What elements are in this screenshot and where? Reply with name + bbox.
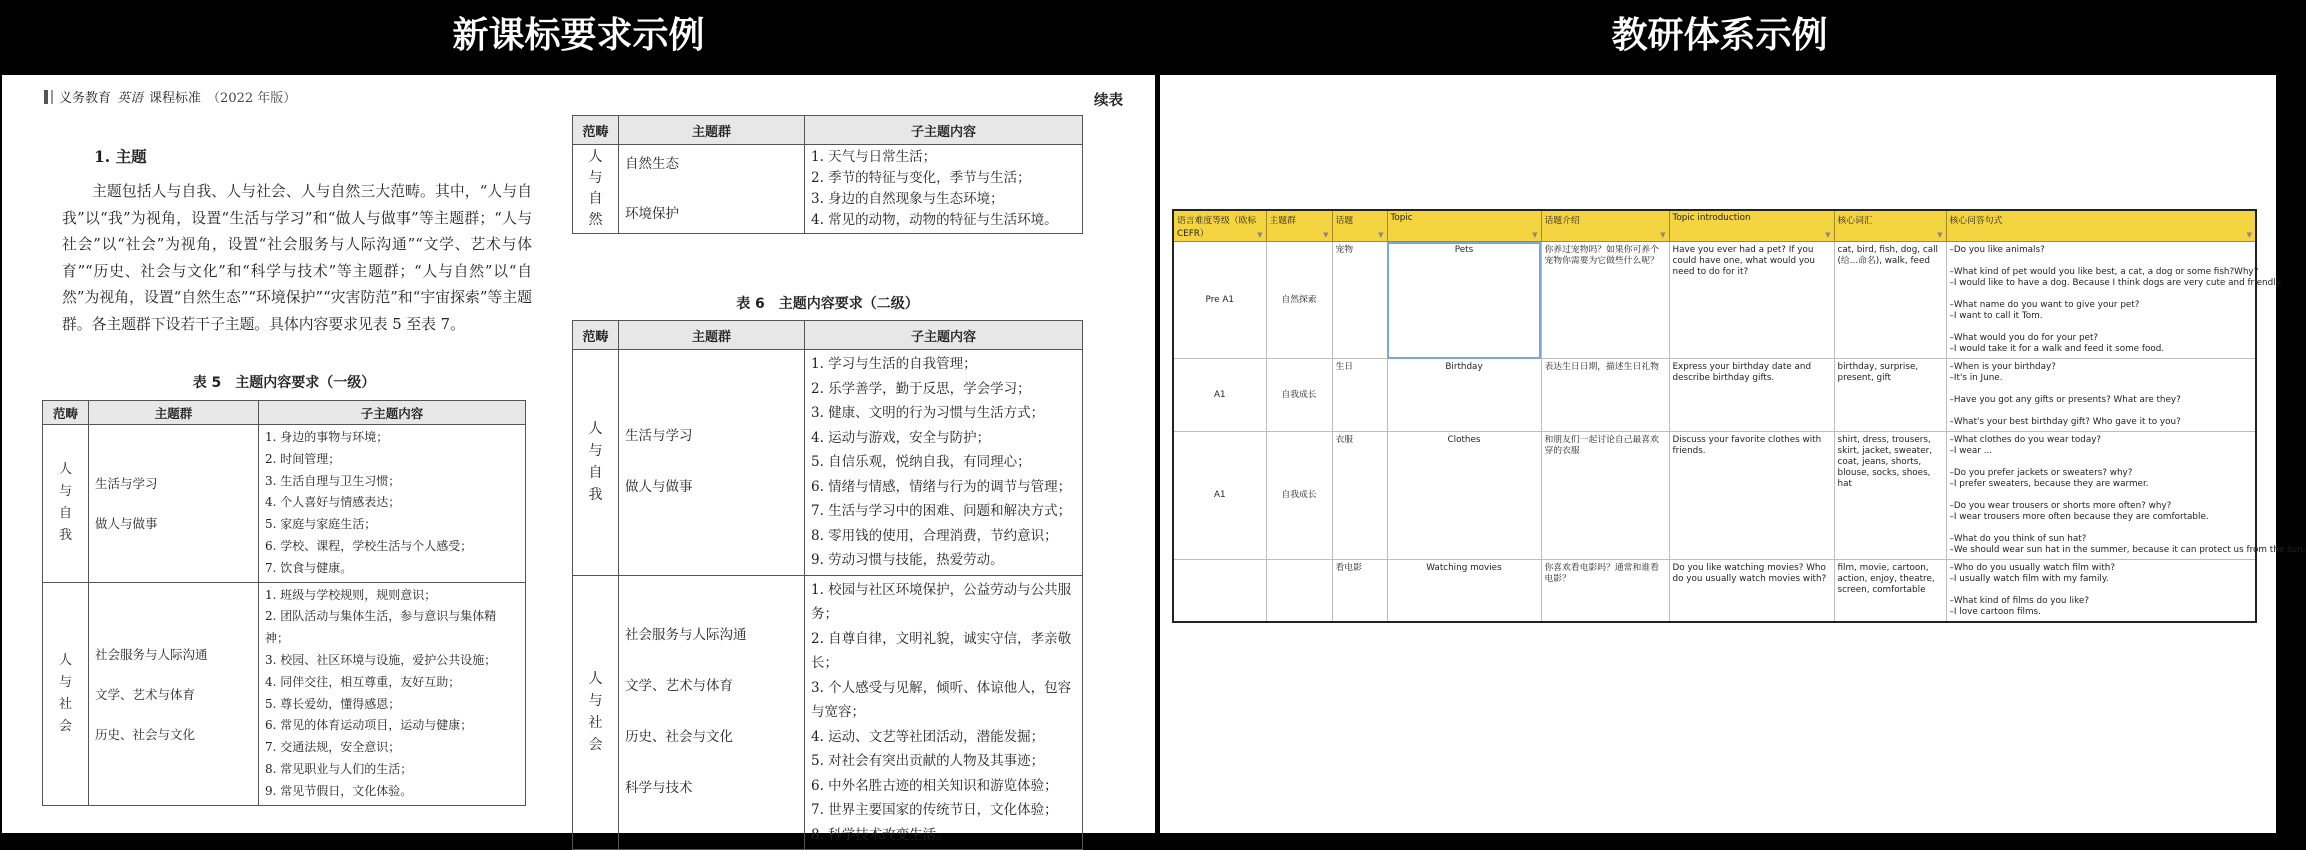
category-char: 人	[588, 149, 603, 165]
qa-line: –When is your birthday?	[1949, 362, 2056, 372]
core-qa-cell[interactable]	[1946, 359, 2256, 432]
qa-line	[1950, 523, 2253, 534]
header-intro-cn[interactable]	[1541, 210, 1669, 242]
header-name: 课程标准	[149, 91, 202, 106]
theme-group-cell[interactable]: 自我成长	[1266, 359, 1332, 432]
table-row	[43, 425, 526, 583]
category-cell	[43, 425, 89, 583]
qa-line	[1950, 406, 2253, 417]
qa-line: –I would take it for a walk and feed it some food.	[1949, 344, 2165, 354]
header-group: 主题群	[89, 401, 259, 425]
subtopic-item: 3. 健康、文明的行为习惯与生活方式；	[811, 405, 1045, 421]
subtopic-item: 5. 尊长爱幼，懂得感恩；	[265, 696, 401, 711]
intro-cn-cell[interactable]: 你喜欢看电影吗？通常和谁看电影？	[1541, 560, 1669, 623]
sheet-header-row	[1173, 210, 2256, 242]
core-vocab-cell[interactable]: cat, bird, fish, dog, call (给...命名), walk, feed	[1834, 242, 1946, 359]
header-bar-icon	[44, 90, 53, 104]
category-char: 人	[588, 671, 603, 688]
subtopic-item: 9. 劳动习惯与技能，热爱劳动。	[811, 552, 1004, 568]
subtopic-item: 4. 常见的动物，动物的特征与生活环境。	[811, 212, 1058, 228]
subtopic-item: 4. 运动与游戏，安全与防护；	[811, 429, 991, 446]
header-subtopic: 子主题内容	[805, 321, 1083, 350]
cefr-level-cell[interactable]: Pre A1	[1173, 242, 1266, 359]
group-name: 生活与学习	[625, 428, 693, 445]
table-header-row	[43, 401, 526, 425]
subtopic-item: 9. 常见节假日，文化体验。	[265, 783, 413, 798]
qa-line: –It's in June.	[1949, 373, 2003, 383]
subtopic-item: 1. 身边的事物与环境；	[265, 430, 389, 444]
group-cell	[89, 582, 259, 805]
qa-line: –Do you prefer jackets or sweaters? why?	[1949, 468, 2133, 478]
qa-line: –Have you got any gifts or presents? What are they?	[1949, 395, 2181, 405]
category-cell	[573, 575, 619, 850]
column-label: 核心词汇	[1837, 216, 1873, 226]
table-row	[43, 582, 526, 805]
subtopic-item: 7. 饮食与健康。	[265, 560, 353, 575]
topic-intro-cell[interactable]: Do you like watching movies? Who do you usually watch movies with?	[1669, 560, 1834, 623]
group-name: 做人与做事	[625, 479, 693, 496]
subtopic-item: 3. 校园、社区环境与设施，爱护公共设施；	[265, 652, 497, 667]
header-topic-intro[interactable]	[1669, 210, 1834, 242]
column-label: 话题	[1335, 216, 1354, 226]
header-group: 主题群	[619, 321, 805, 350]
topic-intro-cell[interactable]: Discuss your favorite clothes with friends.	[1669, 432, 1834, 560]
subtopic-item: 2. 乐学善学，勤于反思，学会学习；	[811, 380, 1031, 397]
category-char: 与	[58, 674, 72, 690]
left-panel-title: 新课标要求示例	[452, 15, 705, 56]
topic-cn-cell[interactable]: 看电影	[1332, 560, 1387, 623]
sheet-row[interactable]	[1173, 359, 2256, 432]
header-topic[interactable]	[1387, 210, 1541, 242]
header-core-qa[interactable]	[1946, 210, 2256, 242]
group-name: 社会服务与人际沟通	[95, 646, 208, 662]
category-char: 然	[588, 212, 603, 228]
intro-cn-cell[interactable]: 表达生日日期，描述生日礼物	[1541, 359, 1669, 432]
qa-line: –Do you like animals?	[1949, 245, 2045, 255]
category-vertical-text	[589, 668, 603, 756]
subtopic-item: 2. 时间管理；	[265, 451, 341, 466]
category-cell	[573, 145, 619, 234]
table6-caption: 表 6 主题内容要求（二级）	[736, 296, 919, 312]
filter-dropdown-icon[interactable]: ▼	[1937, 231, 1943, 239]
category-char: 会	[588, 737, 603, 754]
category-char: 与	[588, 170, 603, 186]
theme-group-cell[interactable]	[1266, 560, 1332, 623]
filter-dropdown-icon[interactable]: ▼	[1257, 231, 1263, 239]
category-cell	[43, 582, 89, 805]
topic-cn-cell[interactable]: 生日	[1332, 359, 1387, 432]
theme-group-cell[interactable]: 自然探索	[1266, 242, 1332, 359]
group-name: 文学、艺术与体育	[95, 686, 196, 702]
column-label: Topic introduction	[1672, 213, 1751, 223]
header-theme-group[interactable]	[1266, 210, 1332, 242]
filter-dropdown-icon[interactable]: ▼	[1532, 231, 1538, 239]
subtopic-item: 3. 身边的自然现象与生态环境；	[811, 191, 1004, 207]
qa-line: –Do you wear trousers or shorts more often? why?	[1949, 501, 2172, 511]
qa-line	[1950, 457, 2253, 468]
category-char: 我	[588, 487, 603, 504]
group-cell	[619, 350, 805, 576]
subtopic-item: 2. 团队活动与集体生活，参与意识与集体精神；	[265, 609, 497, 646]
column-label: 话题介绍	[1544, 216, 1580, 226]
header-category: 范畴	[43, 401, 89, 425]
subtopic-item: 1. 学习与生活的自我管理；	[811, 356, 977, 372]
table5	[42, 400, 526, 806]
qa-line: –I love cartoon films.	[1949, 607, 2041, 617]
group-name: 历史、社会与文化	[625, 729, 733, 746]
subtopic-item: 6. 常见的体育运动项目，运动与健康；	[265, 718, 473, 733]
topic-cell[interactable]: Clothes	[1387, 432, 1541, 560]
qa-line	[1950, 490, 2253, 501]
subtopic-item: 1. 班级与学校规则，规则意识；	[265, 587, 437, 602]
table-header-row	[573, 321, 1083, 350]
qa-line: –I prefer sweaters, because they are warmer.	[1949, 479, 2149, 489]
topic-intro-cell[interactable]: Express your birthday date and describe birthday gifts.	[1669, 359, 1834, 432]
intro-cn-cell[interactable]: 你养过宠物吗？如果你可养个宠物你需要为它做些什么呢？	[1541, 242, 1669, 359]
subtopic-item: 3. 个人感受与见解，倾听、体谅他人，包容与宽容；	[811, 679, 1072, 720]
header-group: 主题群	[619, 116, 805, 145]
header-subtopic: 子主题内容	[805, 116, 1083, 145]
filter-dropdown-icon[interactable]: ▼	[1660, 231, 1666, 239]
category-char: 社	[58, 696, 72, 712]
qa-line: –I wear trousers more often because they are comfortable.	[1949, 512, 2209, 522]
subtopic-item: 1. 天气与日常生活；	[811, 149, 937, 165]
group-cell	[89, 425, 259, 583]
subtopic-item: 4. 个人喜好与情感表达；	[265, 495, 401, 510]
group-cell	[619, 575, 805, 850]
filter-dropdown-icon[interactable]: ▼	[2246, 231, 2252, 239]
header-edition: （2022 年版）	[207, 91, 297, 106]
qa-line: –What's your best birthday gift? Who gave it to you?	[1949, 417, 2181, 427]
group-name: 自然生态	[625, 156, 679, 172]
qa-line: –What kind of pet would you like best, a cat, a dog or some fish?Why?	[1949, 267, 2259, 277]
theme-group-cell[interactable]: 自我成长	[1266, 432, 1332, 560]
sheet-row[interactable]	[1173, 560, 2256, 623]
subtopic-cell	[805, 575, 1083, 850]
right-panel-title: 教研体系示例	[1611, 15, 1828, 56]
qa-line	[1950, 384, 2253, 395]
category-vertical-text	[59, 650, 72, 738]
core-qa-cell[interactable]	[1946, 432, 2306, 560]
qa-line	[1950, 585, 2253, 596]
category-char: 人	[588, 421, 603, 438]
subtopic-cell	[805, 145, 1083, 234]
qa-line: –What do you think of sun hat?	[1949, 534, 2087, 544]
curriculum-sheet-panel	[1160, 75, 2306, 833]
category-vertical-text	[589, 147, 603, 231]
qa-line: –I wear ...	[1949, 446, 1993, 456]
core-vocab-cell[interactable]: shirt, dress, trousers, skirt, jacket, sweater, coat, jeans, shorts, blouse, socks, shoes, hat	[1834, 432, 1946, 560]
category-char: 社	[588, 715, 603, 732]
group-cell	[619, 145, 805, 234]
topic-intro-cell[interactable]: Have you ever had a pet? If you could have one, what would you need to do for it?	[1669, 242, 1834, 359]
qa-line: –I usually watch film with my family.	[1949, 574, 2109, 584]
header-subject: 英语	[117, 91, 144, 106]
category-vertical-text	[59, 459, 72, 547]
column-label: 语言难度等级（欧标CEFR）	[1177, 216, 1257, 239]
subtopic-item: 6. 学校、课程，学校生活与个人感受；	[265, 538, 473, 553]
category-char: 自	[588, 465, 603, 482]
topic-cell[interactable]: Birthday	[1387, 359, 1541, 432]
category-char: 自	[588, 191, 603, 207]
core-qa-cell[interactable]	[1946, 242, 2283, 359]
table-header-row	[573, 116, 1083, 145]
subtopic-item: 3. 生活自理与卫生习惯；	[265, 473, 401, 488]
section-heading: 1. 主题	[94, 147, 147, 166]
subtopic-item: 8. 科学技术改变生活。	[811, 826, 950, 843]
subtopic-item: 4. 同伴交往，相互尊重，友好互助；	[265, 674, 461, 689]
topic-cell[interactable]: Pets	[1387, 242, 1541, 359]
table-row	[573, 350, 1083, 576]
subtopic-item: 6. 中外名胜古迹的相关知识和游览体验；	[811, 777, 1058, 794]
topic-cell[interactable]: Watching movies	[1387, 560, 1541, 623]
subtopic-cell	[805, 350, 1083, 576]
header-subtopic: 子主题内容	[259, 401, 526, 425]
group-name: 社会服务与人际沟通	[625, 627, 747, 644]
subtopic-item: 7. 生活与学习中的困难、问题和解决方式；	[811, 503, 1072, 519]
category-char: 我	[58, 528, 72, 544]
header-topic-cn[interactable]	[1332, 210, 1387, 242]
header-category: 范畴	[573, 321, 619, 350]
qa-line: –What name do you want to give your pet?	[1949, 300, 2140, 310]
header-category: 范畴	[573, 116, 619, 145]
header-prefix: 义务教育	[59, 91, 112, 106]
theme-paragraph: 主题包括人与自我、人与社会、人与自然三大范畴。其中，“人与自我”以“我”为视角，设置“生活与学习”和“做人与做事”等主题群；“人与社会”以“社会”为视角，设置“社会服务与人际沟通”“文学、艺术与体育”“历史、社会与文化”和“科学与技术”等主题群；“人与自然”以“自然”为视角，设置“自然生态”“环境保护”“灾害防范”和“宇宙探索”等主题群。各主题群下设若干子主题。具体内容要求见表 5 至表 7。	[62, 183, 532, 333]
curriculum-document-panel	[2, 75, 1155, 843]
cefr-level-cell[interactable]: A1	[1173, 432, 1266, 560]
subtopic-item: 8. 常见职业与人们的生活；	[265, 761, 413, 776]
subtopic-item: 1. 校园与社区环境保护，公益劳动与公共服务；	[811, 581, 1072, 622]
category-char: 与	[588, 693, 603, 710]
cefr-level-cell[interactable]: A1	[1173, 359, 1266, 432]
column-label: 核心问答句式	[1949, 216, 2003, 226]
table6	[572, 320, 1083, 850]
category-cell	[573, 350, 619, 576]
qa-line	[1950, 256, 2253, 267]
core-qa-cell[interactable]	[1946, 560, 2256, 623]
category-char: 人	[58, 652, 72, 668]
subtopic-item: 4. 运动、文艺等社团活动，潜能发掘；	[811, 728, 1045, 745]
group-name: 生活与学习	[95, 476, 158, 492]
table5-caption: 表 5 主题内容要求（一级）	[192, 375, 376, 391]
category-vertical-text	[589, 418, 603, 506]
core-vocab-cell[interactable]: birthday, surprise, present, gift	[1834, 359, 1946, 432]
subtopic-item: 5. 对社会有突出贡献的人物及其事迹；	[811, 753, 1045, 769]
subtopic-cell	[259, 582, 526, 805]
core-vocab-cell[interactable]: film, movie, cartoon, action, enjoy, theatre, screen, comfortable	[1834, 560, 1946, 623]
filter-dropdown-icon[interactable]: ▼	[1378, 231, 1384, 239]
sheet-row[interactable]	[1173, 242, 2256, 359]
topic-cn-cell[interactable]: 衣服	[1332, 432, 1387, 560]
group-name: 历史、社会与文化	[95, 726, 196, 742]
curriculum-spreadsheet[interactable]	[1172, 209, 2306, 623]
qa-line: –We should wear sun hat in the summer, because it can protect us from the sun.	[1949, 545, 2306, 555]
continued-label: 续表	[1094, 93, 1123, 109]
intro-cn-cell[interactable]: 和朋友们一起讨论自己最喜欢穿的衣服	[1541, 432, 1669, 560]
qa-line: –What kind of films do you like?	[1949, 596, 2089, 606]
qa-line: –What would you do for your pet?	[1949, 333, 2099, 343]
category-char: 会	[58, 718, 72, 734]
category-char: 自	[58, 506, 72, 522]
sheet-row[interactable]	[1173, 432, 2256, 560]
category-char: 与	[58, 484, 72, 500]
group-name: 文学、艺术与体育	[625, 678, 733, 695]
column-label: 主题群	[1269, 216, 1296, 226]
qa-line: –Who do you usually watch film with?	[1949, 563, 2116, 573]
qa-line	[1950, 322, 2253, 333]
subtopic-item: 8. 零用钱的使用，合理消费，节约意识；	[811, 527, 1058, 544]
subtopic-item: 2. 自尊自律，文明礼貌，诚实守信，孝亲敬长；	[811, 630, 1072, 671]
table-row	[573, 575, 1083, 850]
subtopic-item: 5. 自信乐观，悦纳自我，有同理心；	[811, 454, 1031, 470]
group-name: 做人与做事	[95, 516, 158, 532]
subtopic-cell	[259, 425, 526, 583]
header-cefr-level[interactable]	[1173, 210, 1266, 242]
subtopic-item: 6. 情绪与情感，情绪与行为的调节与管理；	[811, 478, 1072, 495]
subtopic-item: 2. 季节的特征与变化，季节与生活；	[811, 170, 1031, 186]
group-name: 科学与技术	[625, 780, 693, 797]
column-label: Topic	[1390, 213, 1413, 223]
category-char: 与	[588, 443, 603, 460]
filter-dropdown-icon[interactable]: ▼	[1323, 231, 1329, 239]
table-continued	[572, 115, 1083, 234]
document-header	[44, 87, 296, 106]
group-name: 环境保护	[625, 206, 679, 222]
header-core-vocab[interactable]	[1834, 210, 1946, 242]
topic-cn-cell[interactable]: 宠物	[1332, 242, 1387, 359]
category-char: 人	[58, 462, 72, 478]
cefr-level-cell[interactable]	[1173, 560, 1266, 623]
qa-line: –What clothes do you wear today?	[1949, 435, 2102, 445]
filter-dropdown-icon[interactable]: ▼	[1825, 231, 1831, 239]
subtopic-item: 7. 交通法规，安全意识；	[265, 740, 401, 755]
qa-line: –I want to call it Tom.	[1949, 311, 2043, 321]
subtopic-item: 7. 世界主要国家的传统节日，文化体验；	[811, 802, 1058, 818]
table-row	[573, 145, 1083, 234]
qa-line	[1950, 289, 2253, 300]
qa-line: –I would like to have a dog. Because I think dogs are very cute and friendly.	[1949, 278, 2283, 288]
subtopic-item: 5. 家庭与家庭生活；	[265, 517, 377, 532]
